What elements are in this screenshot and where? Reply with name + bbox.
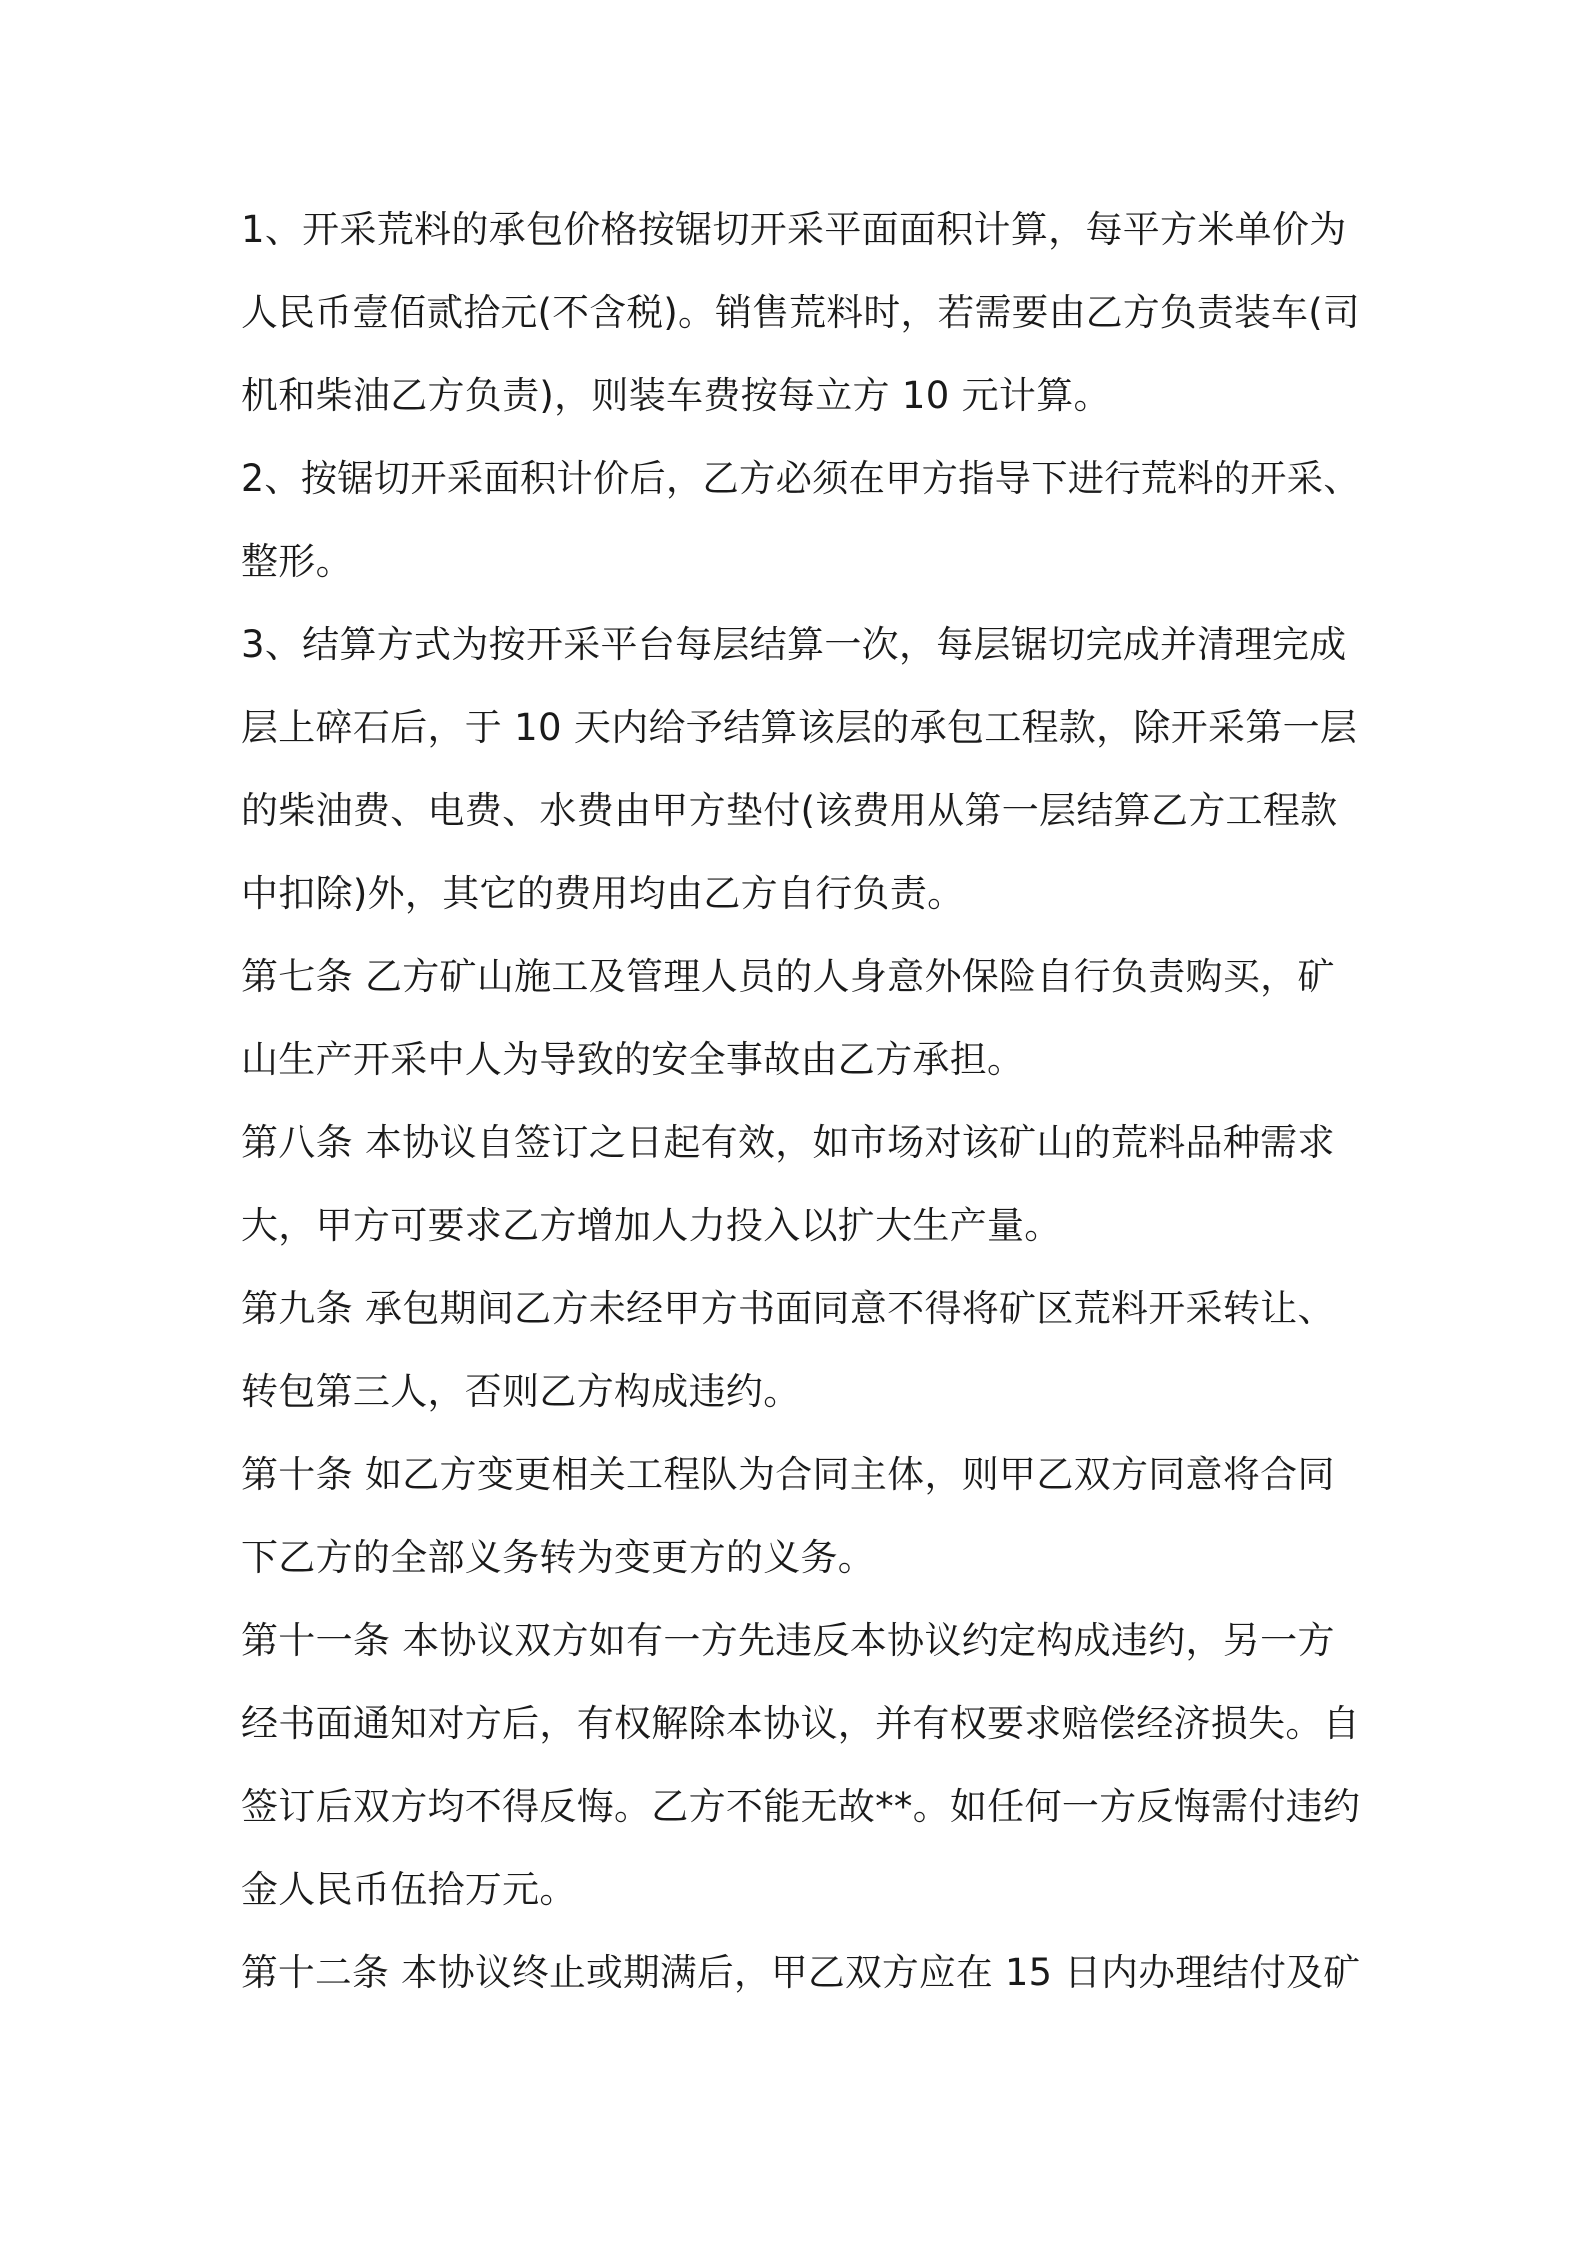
text-line: 经书面通知对方后，有权解除本协议，并有权要求赔偿经济损失。自 [241,1702,1360,1745]
text-line: 第八条 本协议自签订之日起有效，如市场对该矿山的荒料品种需求 [241,1121,1335,1164]
text-line: 中扣除)外，其它的费用均由乙方自行负责。 [241,872,965,915]
text-line: 机和柴油乙方负责)，则装车费按每立方 10 元计算。 [241,374,1111,417]
text-line: 第九条 承包期间乙方未经甲方书面同意不得将矿区荒料开采转让、 [241,1287,1335,1330]
text-line: 转包第三人，否则乙方构成违约。 [241,1370,801,1413]
text-line: 第七条 乙方矿山施工及管理人员的人身意外保险自行负责购买，矿 [241,955,1335,998]
text-line: 第十二条 本协议终止或期满后，甲乙双方应在 15 日内办理结付及矿 [241,1951,1361,1994]
text-line: 3、结算方式为按开采平台每层结算一次，每层锯切完成并清理完成 [241,623,1347,666]
text-line: 层上碎石后，于 10 天内给予结算该层的承包工程款，除开采第一层 [241,706,1358,749]
text-line: 山生产开采中人为导致的安全事故由乙方承担。 [241,1038,1025,1081]
text-line: 第十一条 本协议双方如有一方先违反本协议约定构成违约，另一方 [241,1619,1335,1662]
text-line: 下乙方的全部义务转为变更方的义务。 [241,1536,876,1579]
text-line: 签订后双方均不得反悔。乙方不能无故**。如任何一方反悔需付违约 [241,1785,1361,1828]
text-line: 1、开采荒料的承包价格按锯切开采平面面积计算，每平方米单价为 [241,208,1347,251]
text-line: 人民币壹佰贰拾元(不含税)。销售荒料时，若需要由乙方负责装车(司 [241,291,1360,334]
text-line: 大，甲方可要求乙方增加人力投入以扩大生产量。 [241,1204,1062,1247]
text-line: 的柴油费、电费、水费由甲方垫付(该费用从第一层结算乙方工程款 [241,789,1338,832]
text-line: 整形。 [241,540,353,583]
text-line: 第十条 如乙方变更相关工程队为合同主体，则甲乙双方同意将合同 [241,1453,1335,1496]
text-line: 金人民币伍拾万元。 [241,1868,577,1911]
text-line: 2、按锯切开采面积计价后，乙方必须在甲方指导下进行荒料的开采、 [241,457,1360,500]
